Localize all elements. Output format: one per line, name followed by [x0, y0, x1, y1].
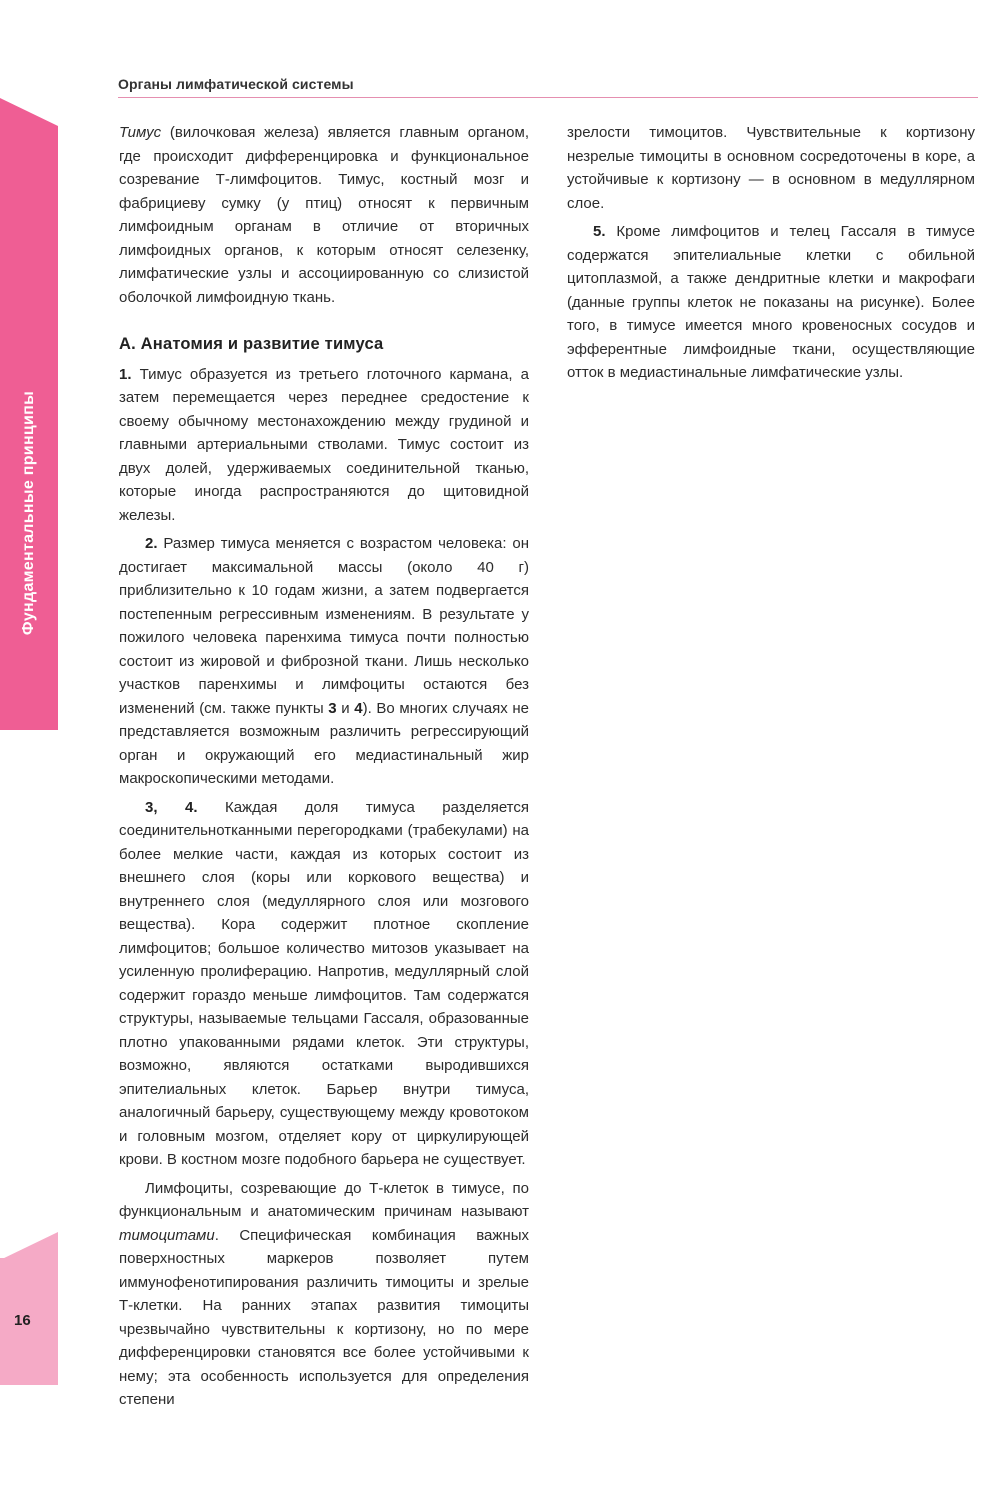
- left-column: [119, 121, 529, 1417]
- continuation-paragraph: зрелости тимоцитов. Чувствительные к кортизону незрелые тимоциты в основном сосредоточены в коре, а устойчивые к кортизону — в основном в медуллярном слое.: [567, 124, 975, 212]
- paragraph-5-number: 5.: [593, 223, 606, 240]
- running-header: Органы лимфатической системы: [118, 76, 354, 92]
- paragraph-2-ref-4: 4: [354, 699, 363, 717]
- paragraph-3-4: [119, 796, 529, 1172]
- paragraph-1-number: 1.: [119, 365, 132, 383]
- paragraph-2-text-a: Размер тимуса меняется с возрастом человека: он достигает максимальной массы (около 40 г) приблизительно к 10 годам жизни, а затем подвергается постепенным регрессивным изменениям. В результате у пожилого человека паренхима тимуса почти полностью состоит из жировой и фиброзной ткани. Лишь несколько участков паренхимы и лимфоциты остаются без изменений (см. также пункты: [119, 535, 529, 717]
- paragraph-2-ref-3: 3: [328, 699, 337, 717]
- thymocytes-text-a: Лимфоциты, созревающие до Т-клеток в тимусе, по функциональным и анатомическим причинам называют: [119, 1179, 529, 1220]
- thymocytes-text-b: . Специфическая комбинация важных поверхностных маркеров позволяет путем иммунофенотипирования различить тимоциты и зрелые Т-клетки. На ранних этапах развития тимоциты чрезвычайно чувствительны к кортизону, но по мере дифференцировки становятся все более устойчивыми к нему; эта особенность используется для определения степени: [119, 1226, 529, 1408]
- paragraph-5: [567, 220, 975, 385]
- chapter-side-label: Фундаментальные принципы: [20, 390, 37, 636]
- right-column: [567, 121, 975, 390]
- paragraph-1: [119, 363, 529, 528]
- intro-paragraph: [119, 121, 529, 309]
- paragraph-2-text-b: и: [336, 699, 355, 717]
- paragraph-2-number: 2.: [145, 535, 158, 552]
- paragraph-3-4-number: 3, 4.: [145, 798, 198, 816]
- header-rule: [118, 97, 978, 98]
- term-thymus: Тимус: [119, 124, 162, 141]
- paragraph-thymocytes: [119, 1177, 529, 1412]
- intro-text: (вилочковая железа) является главным органом, где происходит дифференцировка и функциональное созревание Т-лимфоцитов. Тимус, костный мозг и фабрициеву сумку (у птиц) относят к первичным лимфоидным органам в отличие от вторичных лимфоидных органов, к которым относят селезенку, лимфатические узлы и ассоциированную со слизистой оболочкой лимфоидную ткань.: [119, 124, 529, 306]
- paragraph-3-4-text: Каждая доля тимуса разделяется соединительнотканными перегородками (трабекулами) на более мелкие части, каждая из которых состоит из внешнего слоя (коры или коркового вещества) и внутреннего слоя (медуллярного слоя или мозгового вещества). Кора содержит плотное скопление лимфоцитов; большое количество митозов указывает на усиленную пролиферацию. Напротив, медуллярный слой содержит гораздо меньше лимфоцитов. Там содержатся структуры, называемые тельцами Гассаля, образованные плотно упакованными рядами клеток. Эти структуры, возможно, являются остатками выродившихся эпителиальных клеток. Барьер внутри тимуса, аналогичный барьеру, существующему между кровотоком и головным мозгом, отделяет кору от циркулирующей крови. В костном мозге подобного барьера не существует.: [119, 798, 529, 1168]
- paragraph-2-text-c: ). Во многих случаях не представляется возможным различить регрессирующий орган и окружающий его медиастинальный жир макроскопическими методами.: [119, 699, 529, 787]
- term-thymocytes: тимоцитами: [119, 1226, 215, 1244]
- paragraph-2: [119, 532, 529, 791]
- paragraph-5-text: Кроме лимфоцитов и телец Гассаля в тимусе содержатся эпителиальные клетки с обильной цитоплазмой, а также дендритные клетки и макрофаги (данные группы клеток не показаны на рисунке). Более того, в тимусе имеется много кровеносных сосудов и эфферентные лимфоидные ткани, осуществляющие отток в медиастинальные лимфатические узлы.: [567, 223, 975, 381]
- section-heading: А. Анатомия и развитие тимуса: [119, 335, 384, 353]
- page-number: 16: [14, 1312, 31, 1329]
- page-number-tab-top: [0, 1232, 58, 1260]
- paragraph-1-text: Тимус образуется из третьего глоточного кармана, а затем перемещается через переднее средостение к своему обычному местонахождению между грудиной и главными артериальными стволами. Тимус состоит из двух долей, удерживаемых соединительной тканью, которые иногда распространяются до щитовидной железы.: [119, 365, 529, 524]
